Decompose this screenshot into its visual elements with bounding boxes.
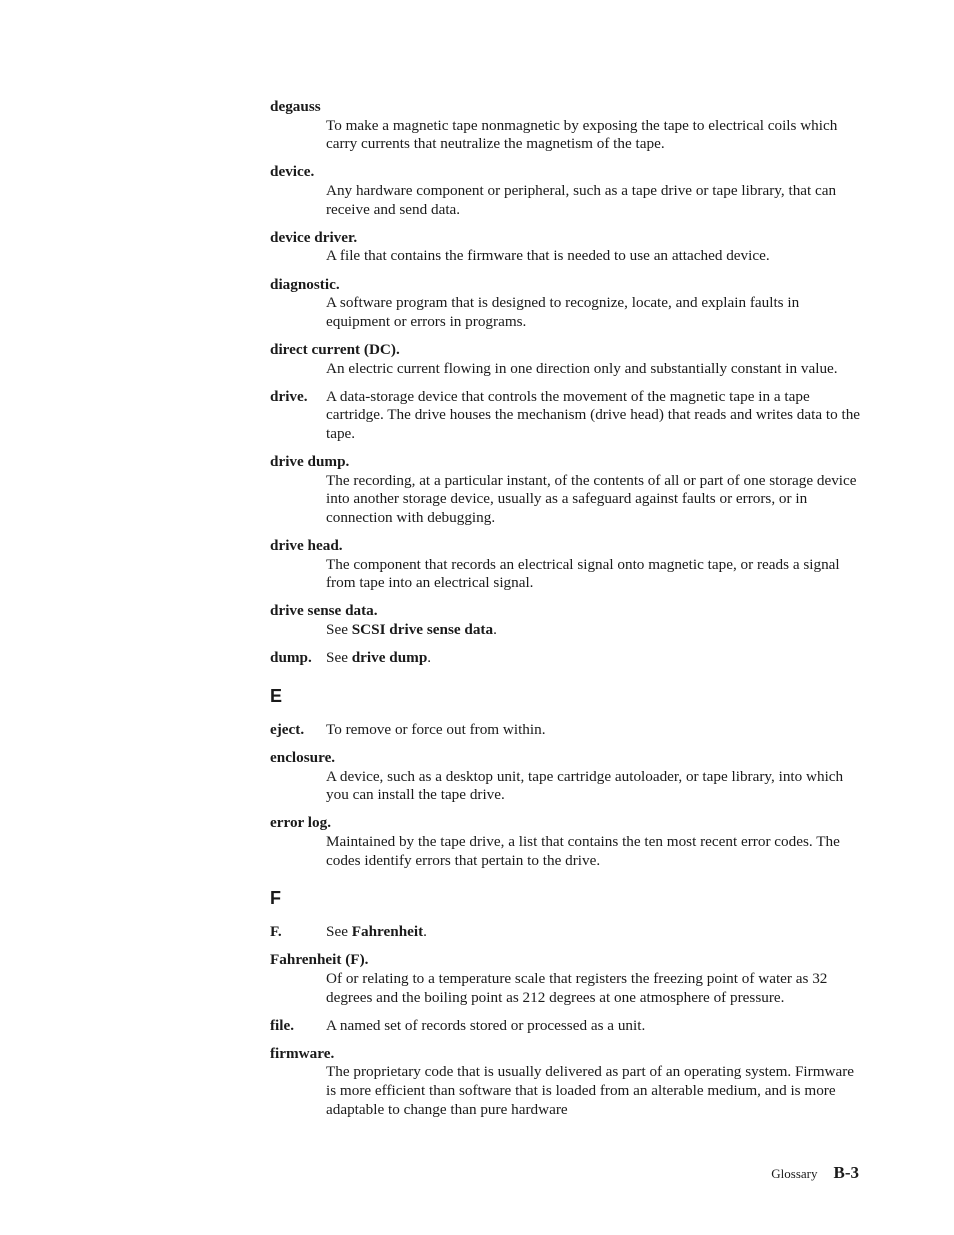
definition-text: . xyxy=(423,923,427,941)
definition-text: A software program that is designed to recognize, locate, and explain faults in equipment or errors in programs. xyxy=(326,294,800,330)
definition-text: . xyxy=(427,649,432,667)
glossary-entry xyxy=(270,98,862,154)
glossary-definition xyxy=(326,923,862,942)
page-footer xyxy=(771,1163,859,1183)
glossary-entry xyxy=(270,649,862,668)
glossary-term: diagnostic. xyxy=(270,275,340,293)
glossary-content xyxy=(270,98,862,1119)
glossary-definition xyxy=(326,556,862,593)
cross-reference: SCSI drive sense data xyxy=(351,621,494,638)
glossary-definition xyxy=(326,721,862,740)
glossary-term: dump. xyxy=(270,649,312,667)
definition-text: See xyxy=(326,649,352,667)
definition-text: An electric current flowing in one direction only and substantially constant in value. xyxy=(326,359,838,377)
definition-text: Maintained by the tape drive, a list that contains the ten most recent error codes. The codes identify errors that pertain to the drive. xyxy=(326,832,840,869)
glossary-entry xyxy=(270,453,862,527)
glossary-entry xyxy=(270,341,862,378)
definition-text: See xyxy=(326,923,352,941)
glossary-definition xyxy=(326,294,862,331)
glossary-term: file. xyxy=(270,1016,295,1034)
definition-text: A device, such as a desktop unit, tape cartridge autoloader, or tape library, into which you can install the tape drive. xyxy=(326,767,844,804)
glossary-entry xyxy=(270,537,862,593)
glossary-definition xyxy=(326,360,862,379)
glossary-term: enclosure. xyxy=(270,748,336,766)
glossary-entry xyxy=(270,602,862,639)
glossary-term: drive dump. xyxy=(270,453,350,471)
glossary-term: drive sense data. xyxy=(270,602,378,620)
cross-reference: Fahrenheit xyxy=(351,923,424,941)
glossary-entry xyxy=(270,749,862,805)
glossary-definition xyxy=(326,621,862,640)
glossary-definition xyxy=(326,472,862,528)
cross-reference: drive dump xyxy=(351,649,428,667)
definition-text: Of or relating to a temperature scale that registers the freezing point of water as 32 degrees and the boiling point as 212 degrees at one atmosphere of pressure. xyxy=(326,969,828,1006)
glossary-term: drive. xyxy=(270,387,308,405)
glossary-entry xyxy=(270,1045,862,1119)
glossary-definition xyxy=(326,649,862,668)
definition-text: The proprietary code that is usually delivered as part of an operating system. Firmware is more efficient than software that is loaded from an alterable medium, and is more adaptable to change than pure hardware xyxy=(326,1063,855,1118)
definition-text: The component that records an electrical signal onto magnetic tape, or reads a signal from tape into an electrical signal. xyxy=(326,555,840,592)
glossary-definition xyxy=(326,247,862,266)
glossary-term: direct current (DC). xyxy=(270,340,400,358)
glossary-entry xyxy=(270,276,862,332)
glossary-term: Fahrenheit (F). xyxy=(270,951,369,969)
glossary-term: drive head. xyxy=(270,537,343,555)
glossary-entry xyxy=(270,163,862,219)
definition-text: See xyxy=(326,621,352,638)
glossary-definition xyxy=(326,117,862,154)
glossary-definition xyxy=(326,970,862,1007)
glossary-definition xyxy=(326,182,862,219)
definition-text: The recording, at a particular instant, of the contents of all or part of one storage device into another storage device, usually as a safeguard against faults or errors, or in connection with debugging. xyxy=(326,471,857,526)
glossary-term: firmware. xyxy=(270,1044,335,1062)
glossary-term: F. xyxy=(270,923,282,941)
glossary-term: device driver. xyxy=(270,228,358,246)
glossary-definition xyxy=(326,388,862,444)
glossary-definition xyxy=(326,833,862,870)
glossary-entry xyxy=(270,1017,862,1036)
page-number: B-3 xyxy=(833,1163,859,1182)
glossary-entry xyxy=(270,721,862,740)
section-heading: F xyxy=(270,888,281,909)
glossary-entry xyxy=(270,951,862,1007)
glossary-entry xyxy=(270,229,862,266)
glossary-term: eject. xyxy=(270,720,305,738)
glossary-term: device. xyxy=(270,163,315,181)
definition-text: A data-storage device that controls the movement of the magnetic tape in a tape cartridge. The drive houses the mechanism (drive head) that reads and writes data to the tape. xyxy=(326,387,861,442)
definition-text: To make a magnetic tape nonmagnetic by exposing the tape to electrical coils which carry currents that neutralize the magnetism of the tape. xyxy=(326,116,838,153)
glossary-term: error log. xyxy=(270,814,332,832)
glossary-entry xyxy=(270,814,862,870)
definition-text: A file that contains the firmware that is needed to use an attached device. xyxy=(326,247,770,265)
glossary-definition xyxy=(326,1017,862,1036)
definition-text: . xyxy=(493,621,497,638)
glossary-entry xyxy=(270,388,862,444)
definition-text: Any hardware component or peripheral, such as a tape drive or tape library, that can receive and send data. xyxy=(326,181,837,218)
glossary-entry xyxy=(270,923,862,942)
glossary-definition xyxy=(326,768,862,805)
glossary-term: degauss xyxy=(270,98,321,115)
glossary-definition xyxy=(326,1063,862,1119)
definition-text: A named set of records stored or processed as a unit. xyxy=(326,1016,646,1034)
section-heading: E xyxy=(270,685,283,706)
footer-section-label: Glossary xyxy=(771,1166,818,1181)
definition-text: To remove or force out from within. xyxy=(326,720,546,738)
